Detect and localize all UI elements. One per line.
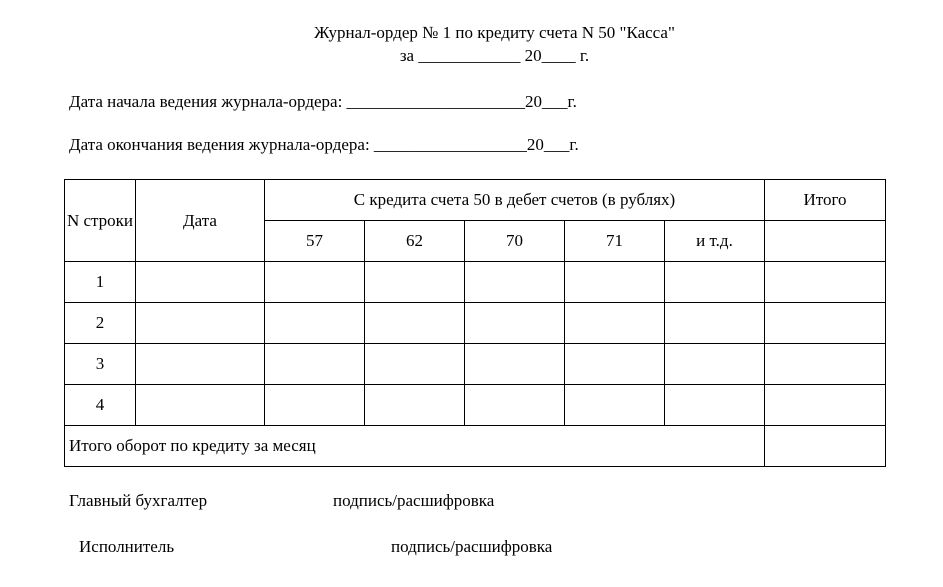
cell	[465, 344, 565, 385]
start-date-line: Дата начала ведения журнала-ордера: _____________________20___г.	[69, 92, 577, 111]
journal-table	[64, 179, 886, 467]
cell	[565, 344, 665, 385]
cell	[136, 385, 265, 426]
total-row-label: Итого оборот по кредиту за месяц	[65, 426, 765, 467]
header-date: Дата	[136, 180, 265, 262]
header-account: 71	[565, 221, 665, 262]
cell	[765, 262, 886, 303]
header-credit-accounts: С кредита счета 50 в дебет счетов (в рублях)	[265, 180, 765, 221]
header-account: 70	[465, 221, 565, 262]
document-title: Журнал-ордер № 1 по кредиту счета N 50 "Касса"	[314, 23, 675, 42]
total-row-value	[765, 426, 886, 467]
cell	[565, 303, 665, 344]
cell	[565, 262, 665, 303]
chief-accountant-label: Главный бухгалтер	[69, 491, 208, 510]
header-row-number	[65, 180, 136, 262]
cell	[365, 385, 465, 426]
cell	[465, 303, 565, 344]
period-line: за ____________ 20____ г.	[399, 46, 590, 65]
header-account: 57	[265, 221, 365, 262]
cell	[136, 303, 265, 344]
header-account: 62	[365, 221, 465, 262]
executor-signature: подпись/расшифровка	[391, 537, 553, 556]
row-number: 4	[65, 385, 136, 426]
cell	[465, 262, 565, 303]
table-row	[65, 262, 886, 303]
header-total-empty	[765, 221, 886, 262]
cell	[765, 303, 886, 344]
table-row	[65, 385, 886, 426]
total-row	[65, 426, 886, 467]
header-total: Итого	[765, 180, 886, 221]
table-row	[65, 303, 886, 344]
cell	[265, 344, 365, 385]
cell	[665, 344, 765, 385]
cell	[136, 262, 265, 303]
cell	[665, 303, 765, 344]
cell	[136, 344, 265, 385]
chief-accountant-signature: подпись/расшифровка	[333, 491, 495, 510]
table-row	[65, 344, 886, 385]
end-date-line: Дата окончания ведения журнала-ордера: __________________20___г.	[69, 135, 579, 154]
executor-label: Исполнитель	[79, 537, 175, 556]
cell	[365, 262, 465, 303]
cell	[765, 385, 886, 426]
cell	[265, 303, 365, 344]
cell	[265, 262, 365, 303]
row-number: 1	[65, 262, 136, 303]
cell	[665, 385, 765, 426]
cell	[665, 262, 765, 303]
cell	[565, 385, 665, 426]
row-number: 2	[65, 303, 136, 344]
cell	[365, 303, 465, 344]
cell	[465, 385, 565, 426]
header-row-number-label: N строки	[66, 210, 134, 230]
row-number: 3	[65, 344, 136, 385]
cell	[265, 385, 365, 426]
cell	[765, 344, 886, 385]
header-account: и т.д.	[665, 221, 765, 262]
cell	[365, 344, 465, 385]
